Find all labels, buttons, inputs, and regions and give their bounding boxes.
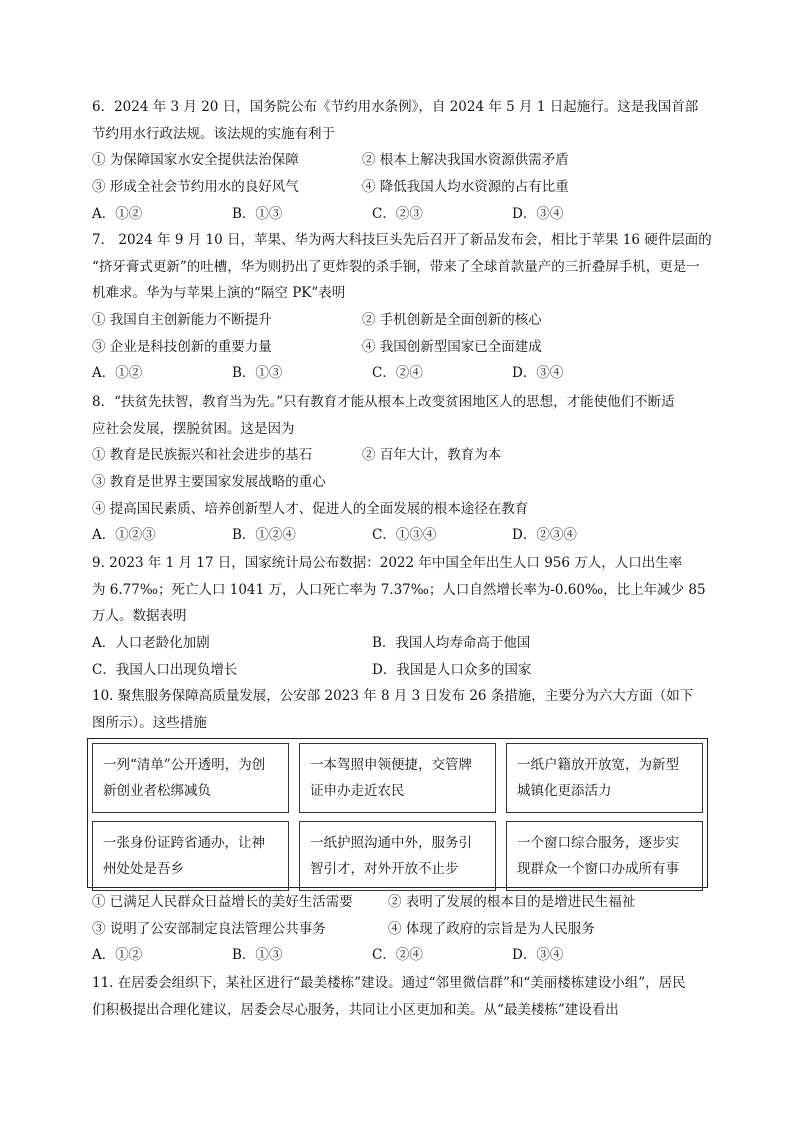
q8-statement-2: ② 百年大计，教育为本 (362, 447, 502, 464)
q9-choice-a[interactable]: A．人口老龄化加剧 (92, 635, 210, 652)
q10-measures-grid (92, 743, 703, 883)
q9-choices-row-2 (92, 657, 712, 684)
q9-choice-c[interactable]: C．我国人口出现负增长 (92, 661, 238, 678)
q6-choice-c[interactable]: C．②③ (372, 205, 423, 222)
q10-measure-box-5: 一纸护照沟通中外，服务引智引才，对外开放不止步 (299, 821, 496, 891)
q6-statements-row-2 (92, 174, 712, 201)
q10-statement-3: ③ 说明了公安部制定良法管理公共事务 (92, 920, 326, 937)
q7-choices (92, 360, 712, 387)
q11-stem-line-2: 们积极提出合理化建议，居委会尽心服务，共同让小区更加和美。从“最美楼栋”建设看出 (92, 1001, 619, 1018)
q7-stem-line-2: “挤牙膏式更新”的吐槽，华为则扔出了更炸裂的杀手锏，带来了全球首款量产的三折叠屏手机，更是一 (92, 258, 700, 275)
q9-choice-b[interactable]: B．我国人均寿命高于他国 (372, 635, 531, 652)
q10-statements-row-2 (92, 916, 712, 943)
q10-statements-row-1 (92, 889, 712, 916)
q8-choice-b[interactable]: B．①②④ (232, 527, 296, 544)
q6-choices (92, 201, 712, 228)
q10-measure-box-2: 一本驾照申领便捷，交管牌证申办走近农民 (299, 743, 496, 813)
q6-statement-2: ② 根本上解决我国水资源供需矛盾 (362, 152, 569, 169)
q6-statement-1: ① 为保障国家水安全提供法治保障 (92, 152, 299, 169)
q9-stem-line-2: 为 6.77‰；死亡人口 1041 万，人口死亡率为 7.37‰；人口自然增长率为-0.60‰，比上年减少 85 (92, 581, 706, 598)
q7-statements-row-2 (92, 334, 712, 361)
q8-statement-4: ④ 提高国民素质、培养创新型人才、促进人的全面发展的根本途径在教育 (92, 500, 529, 517)
q7-choice-b[interactable]: B．①③ (232, 365, 283, 382)
q8-stem-line-1: 8．“扶贫先扶智，教育当为先。”只有教育才能从根本上改变贫困地区人的思想，才能使他们不断适 (92, 394, 675, 410)
q6-stem-line-1: 6．2024 年 3 月 20 日，国务院公布《节约用水条例》，自 2024 年 5 月 1 日起施行。这是我国首部 (92, 99, 699, 115)
q7-statement-2: ② 手机创新是全面创新的核心 (362, 312, 542, 329)
q7-choice-a[interactable]: A．①② (92, 365, 143, 382)
q7-statements-row-1 (92, 307, 712, 334)
q10-choice-d[interactable]: D．③④ (512, 947, 564, 964)
q9-choices-row-1 (92, 630, 712, 657)
q10-statement-1: ① 已满足人民群众日益增长的美好生活需要 (92, 894, 353, 910)
q7-choice-d[interactable]: D．③④ (512, 365, 564, 382)
q8-statement-1: ① 教育是民族振兴和社会进步的基石 (92, 447, 313, 464)
q10-choice-a[interactable]: A．①② (92, 947, 143, 964)
q8-statements-row-1 (92, 442, 712, 469)
q6-choice-d[interactable]: D．③④ (512, 205, 564, 222)
q9-choice-d[interactable]: D．我国是人口众多的国家 (372, 661, 532, 678)
q10-measures-figure (87, 738, 708, 888)
q10-choices (92, 942, 712, 969)
question-9 (92, 550, 712, 683)
q6-choice-a[interactable]: A．①② (92, 205, 143, 222)
q6-statement-3: ③ 形成全社会节约用水的良好风气 (92, 179, 299, 196)
q7-statement-3: ③ 企业是科技创新的重要力量 (92, 338, 272, 355)
question-11 (92, 970, 712, 1023)
q10-measure-box-6: 一个窗口综合服务，逐步实现群众一个窗口办成所有事 (506, 821, 703, 891)
question-7 (92, 227, 712, 387)
q10-stem-line-1: 10. 聚焦服务保障高质量发展，公安部 2023 年 8 月 3 日发布 26 条措施，主要分为六大方面（如下 (92, 688, 694, 704)
q10-statement-4: ④ 体现了政府的宗旨是为人民服务 (388, 920, 595, 937)
q9-stem-line-1: 9. 2023 年 1 月 17 日，国家统计局公布数据：2022 年中国全年出生人口 956 万人，人口出生率 (92, 555, 683, 571)
q6-stem-line-2: 节约用水行政法规。该法规的实施有利于 (92, 125, 335, 142)
q10-statement-2: ② 表明了发展的根本目的是增进民生福祉 (388, 894, 636, 910)
q7-stem-line-1: 7． 2024 年 9 月 10 日，苹果、华为两大科技巨头先后召开了新品发布会，相比于苹果 16 硬件层面的 (92, 232, 712, 248)
q6-statements-row-1 (92, 147, 712, 174)
q10-measure-box-4: 一张身份证跨省通办，让神州处处是吾乡 (92, 821, 289, 891)
q9-stem-line-3: 万人。数据表明 (92, 608, 187, 625)
q11-stem-line-1: 11. 在居委会组织下，某社区进行“最美楼栋”建设。通过“邻里微信群”和“美丽楼栋建设小组”，居民 (92, 975, 686, 991)
q7-statement-4: ④ 我国创新型国家已全面建成 (362, 338, 542, 355)
q8-choice-d[interactable]: D．②③④ (512, 527, 577, 544)
q10-measure-box-3: 一纸户籍放开放宽，为新型城镇化更添活力 (506, 743, 703, 813)
q7-stem-line-3: 机难求。华为与苹果上演的“隔空 PK”表明 (92, 285, 346, 302)
q7-statement-1: ① 我国自主创新能力不断提升 (92, 312, 272, 329)
question-10-options (92, 889, 712, 969)
q8-stem-line-2: 应社会发展，摆脱贫困。这是因为 (92, 420, 295, 437)
q8-statement-3: ③ 教育是世界主要国家发展战略的重心 (92, 474, 326, 491)
q7-choice-c[interactable]: C．②④ (372, 365, 423, 382)
q10-choice-b[interactable]: B．①③ (232, 947, 283, 964)
question-8 (92, 389, 712, 549)
question-10 (92, 683, 712, 736)
q8-choice-c[interactable]: C．①③④ (372, 527, 437, 544)
q10-stem-line-2: 图所示）。这些措施 (92, 714, 207, 731)
q10-measure-box-1: 一列“清单”公开透明，为创新创业者松绑减负 (92, 743, 289, 813)
question-6 (92, 94, 712, 227)
q8-choices (92, 522, 712, 549)
q10-choice-c[interactable]: C．②④ (372, 947, 423, 964)
q8-choice-a[interactable]: A．①②③ (92, 527, 156, 544)
q6-statement-4: ④ 降低我国人均水资源的占有比重 (362, 179, 569, 196)
q6-choice-b[interactable]: B．①③ (232, 205, 283, 222)
